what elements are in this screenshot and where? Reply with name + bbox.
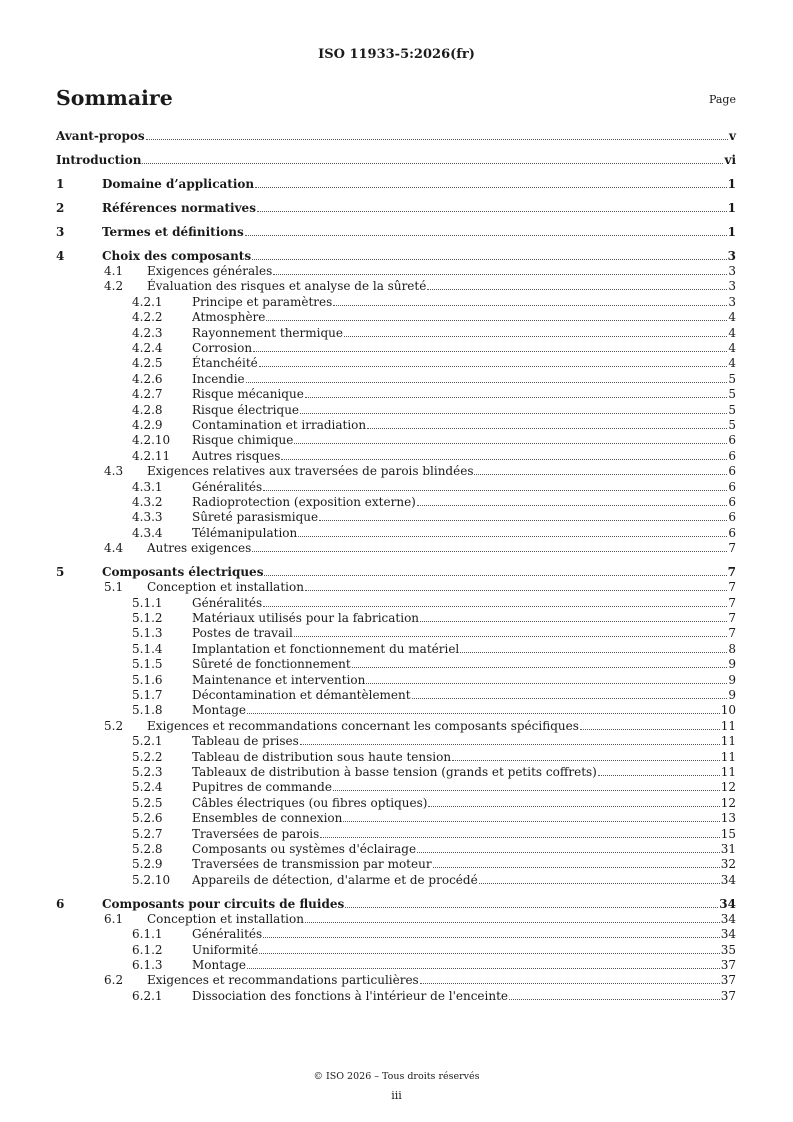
toc-entry[interactable] [56, 596, 736, 611]
dot-leader [417, 852, 720, 853]
toc-entry[interactable] [56, 129, 736, 144]
toc-entry[interactable] [56, 657, 736, 672]
toc-entry-number: 6.1 [104, 912, 124, 926]
dot-leader [300, 744, 720, 745]
toc-entry-page: 7 [728, 580, 736, 594]
toc-entry-label: Sûreté parasismique [192, 510, 319, 524]
dot-leader [479, 883, 720, 884]
toc-entry[interactable] [56, 765, 736, 780]
dot-leader [253, 351, 727, 352]
toc-entry-number: 4.4 [104, 541, 124, 555]
toc-entry[interactable] [56, 989, 736, 1004]
toc-entry-label: Références normatives [102, 201, 256, 215]
toc-entry-number: 5.2.2 [132, 750, 163, 764]
toc-entry-number: 5.1.4 [132, 642, 163, 656]
toc-entry[interactable] [56, 827, 736, 842]
page-column-label: Page [708, 93, 736, 106]
dot-leader [412, 698, 728, 699]
toc-entry-page: 3 [728, 279, 736, 293]
toc-entry-page: 5 [728, 403, 736, 417]
dot-leader [247, 968, 720, 969]
toc-entry-number: 5.1.6 [132, 673, 163, 687]
dot-leader [580, 729, 720, 730]
toc-entry-number: 5.2.8 [132, 842, 163, 856]
toc-entry-label: Traversées de parois [192, 827, 320, 841]
toc-entry-page: 3 [727, 249, 736, 263]
toc-entry-page: 4 [728, 326, 736, 340]
toc-entry-label: Décontamination et démantèlement [192, 688, 411, 702]
toc-entry-label: Étanchéité [192, 356, 258, 370]
toc-entry[interactable] [56, 811, 736, 826]
toc-entry[interactable] [56, 580, 736, 595]
toc-entry[interactable] [56, 719, 736, 734]
toc-entry-page: 5 [728, 418, 736, 432]
toc-entry-label: Postes de travail [192, 626, 293, 640]
toc-entry[interactable] [56, 177, 736, 192]
toc-entry-page: 3 [728, 264, 736, 278]
toc-entry-number: 1 [56, 177, 65, 191]
dot-leader [333, 790, 720, 791]
toc-entry[interactable] [56, 912, 736, 927]
dot-leader [298, 536, 727, 537]
toc-entry-number: 6.2.1 [132, 989, 163, 1003]
toc-entry-label: Généralités [192, 480, 263, 494]
toc-entry[interactable] [56, 873, 736, 888]
toc-entry-label: Conception et installation [147, 912, 304, 926]
dot-leader [266, 320, 727, 321]
toc-entry-page: 1 [727, 201, 736, 215]
dot-leader [245, 235, 727, 236]
toc-entry[interactable] [56, 541, 736, 556]
toc-entry-number: 5.2.9 [132, 857, 163, 871]
footer-copyright: © ISO 2026 – Tous droits réservés [313, 1071, 480, 1082]
toc-entry-number: 4.2.6 [132, 372, 163, 386]
toc-entry[interactable] [56, 480, 736, 495]
toc-entry-label: Montage [192, 703, 246, 717]
dot-leader [320, 837, 719, 838]
toc-entry[interactable] [56, 958, 736, 973]
toc-entry-page: 32 [720, 857, 736, 871]
dot-leader [146, 139, 728, 140]
toc-entry-page: 37 [720, 973, 736, 987]
toc-entry-number: 5.2.10 [132, 873, 171, 887]
toc-entry[interactable] [56, 842, 736, 857]
dot-leader [420, 621, 727, 622]
toc-entry-page: 6 [728, 433, 736, 447]
toc-entry[interactable] [56, 626, 736, 641]
toc-entry[interactable] [56, 326, 736, 341]
toc-entry-page: 4 [728, 356, 736, 370]
toc-entry-number: 5.1.3 [132, 626, 163, 640]
toc-entry-label: Exigences relatives aux traversées de parois blindées [147, 464, 474, 478]
toc-entry-page: 35 [720, 943, 736, 957]
toc-entry[interactable] [56, 897, 736, 912]
toc-entry[interactable] [56, 201, 736, 216]
toc-entry[interactable] [56, 356, 736, 371]
document-id: ISO 11933-5:2026(fr) [318, 47, 475, 62]
toc-entry-label: Évaluation des risques et analyse de la sûreté [147, 279, 427, 293]
toc-entry[interactable] [56, 310, 736, 325]
toc-entry-label: Uniformité [192, 943, 259, 957]
toc-entry-number: 4 [56, 249, 65, 263]
toc-entry[interactable] [56, 673, 736, 688]
toc-entry-page: 9 [728, 657, 736, 671]
toc-entry-label: Termes et définitions [102, 225, 244, 239]
toc-entry-page: 11 [720, 734, 736, 748]
toc-entry-page: 7 [728, 626, 736, 640]
toc-entry-page: 34 [720, 927, 736, 941]
toc-entry-page: 12 [720, 796, 736, 810]
toc-entry-label: Exigences générales [147, 264, 273, 278]
dot-leader [367, 428, 727, 429]
toc-entry-number: 5.1.8 [132, 703, 163, 717]
toc-entry[interactable] [56, 796, 736, 811]
toc-entry-label: Risque mécanique [192, 387, 304, 401]
toc-entry-page: 6 [728, 526, 736, 540]
dot-leader [509, 999, 720, 1000]
toc-entry-number: 6.2 [104, 973, 124, 987]
toc-entry-page: v [729, 129, 736, 143]
toc-entry[interactable] [56, 387, 736, 402]
toc-entry-number: 4.2.11 [132, 449, 171, 463]
toc-entry-label: Rayonnement thermique [192, 326, 343, 340]
toc-entry-label: Atmosphère [192, 310, 266, 324]
toc-entry-label: Avant-propos [56, 129, 145, 143]
toc-entry-label: Principe et paramètres [192, 295, 333, 309]
dot-leader [263, 937, 720, 938]
dot-leader [252, 551, 727, 552]
dot-leader [255, 187, 727, 188]
toc-entry-number: 4.3.2 [132, 495, 163, 509]
dot-leader [452, 760, 720, 761]
toc-entry-label: Autres exigences [147, 541, 252, 555]
toc-entry-page: 4 [728, 310, 736, 324]
toc-entry-page: 4 [728, 341, 736, 355]
dot-leader [427, 289, 727, 290]
toc-entry-page: 31 [720, 842, 736, 856]
toc-entry-label: Risque électrique [192, 403, 300, 417]
toc-entry-number: 4.2.9 [132, 418, 163, 432]
toc-entry-page: 10 [720, 703, 736, 717]
dot-leader [598, 775, 720, 776]
toc-entry[interactable] [56, 418, 736, 433]
toc-entry-page: 1 [727, 225, 736, 239]
toc-entry[interactable] [56, 264, 736, 279]
toc-entry[interactable] [56, 565, 736, 580]
toc-entry-label: Implantation et fonctionnement du matériel [192, 642, 460, 656]
toc-entry[interactable] [56, 495, 736, 510]
toc-entry[interactable] [56, 372, 736, 387]
dot-leader [333, 305, 727, 306]
toc-entry-page: 6 [728, 495, 736, 509]
dot-leader [343, 821, 719, 822]
toc-entry-label: Composants électriques [102, 565, 264, 579]
toc-entry-number: 5.2.7 [132, 827, 163, 841]
footer-page-number: iii [391, 1089, 402, 1102]
toc-entry-number: 5.1 [104, 580, 124, 594]
toc-entry-number: 5 [56, 565, 65, 579]
toc-entry-page: 7 [728, 596, 736, 610]
toc-entry[interactable] [56, 449, 736, 464]
toc-entry-label: Ensembles de connexion [192, 811, 343, 825]
toc-entry-page: 11 [720, 750, 736, 764]
toc-entry-label: Maintenance et intervention [192, 673, 366, 687]
toc-entry-label: Radioprotection (exposition externe) [192, 495, 416, 509]
toc-entry[interactable] [56, 526, 736, 541]
toc-entry-label: Domaine d’application [102, 177, 255, 191]
dot-leader [257, 211, 727, 212]
toc-entry-page: 11 [720, 719, 736, 733]
dot-leader [433, 867, 720, 868]
toc-entry-number: 5.2.1 [132, 734, 163, 748]
toc-entry-label: Câbles électriques (ou fibres optiques) [192, 796, 428, 810]
toc-entry-number: 5.1.5 [132, 657, 163, 671]
toc-entry[interactable] [56, 750, 736, 765]
toc-entry[interactable] [56, 734, 736, 749]
dot-leader [305, 590, 727, 591]
dot-leader [428, 806, 719, 807]
toc-entry-number: 4.3.4 [132, 526, 163, 540]
toc-entry-page: 5 [728, 372, 736, 386]
toc-entry-page: 1 [727, 177, 736, 191]
toc-entry-label: Sûreté de fonctionnement [192, 657, 351, 671]
toc-entry-number: 2 [56, 201, 65, 215]
dot-leader [263, 606, 727, 607]
toc-entry[interactable] [56, 703, 736, 718]
toc-entry-page: vi [724, 153, 736, 167]
toc-entry-page: 7 [727, 565, 736, 579]
toc-entry-label: Autres risques [192, 449, 281, 463]
toc-entry-label: Dissociation des fonctions à l'intérieur de l'enceinte [192, 989, 509, 1003]
toc-entry-page: 37 [720, 958, 736, 972]
dot-leader [263, 490, 727, 491]
toc-entry-page: 6 [728, 480, 736, 494]
toc-entry-number: 5.2 [104, 719, 124, 733]
toc-entry-label: Généralités [192, 927, 263, 941]
toc-entry-number: 4.2.3 [132, 326, 163, 340]
toc-entry-label: Tableaux de distribution à basse tension (grands et petits coffrets) [192, 765, 597, 779]
toc-entry-page: 34 [720, 912, 736, 926]
toc-entry[interactable] [56, 510, 736, 525]
toc-entry-number: 4.2 [104, 279, 124, 293]
dot-leader [300, 413, 727, 414]
toc-entry-number: 4.2.7 [132, 387, 163, 401]
toc-entry-label: Exigences et recommandations particulières [147, 973, 419, 987]
toc-entry-label: Conception et installation [147, 580, 304, 594]
dot-leader [345, 907, 718, 908]
dot-leader [246, 382, 728, 383]
dot-leader [474, 474, 727, 475]
toc-entry-label: Composants ou systèmes d'éclairage [192, 842, 417, 856]
toc-entry-label: Introduction [56, 153, 142, 167]
toc-entry-label: Pupitres de commande [192, 780, 332, 794]
toc-entry-number: 4.2.2 [132, 310, 163, 324]
toc-entry[interactable] [56, 295, 736, 310]
toc-entry-number: 6.1.2 [132, 943, 163, 957]
toc-entry-label: Exigences et recommandations concernant les composants spécifiques [147, 719, 579, 733]
toc-entry[interactable] [56, 341, 736, 356]
toc-entry-label: Composants pour circuits de fluides [102, 897, 345, 911]
toc-entry-number: 5.1.1 [132, 596, 163, 610]
dot-leader [366, 683, 727, 684]
dot-leader [294, 636, 728, 637]
dot-leader [305, 397, 728, 398]
toc-entry[interactable] [56, 857, 736, 872]
toc-title: Sommaire [56, 86, 173, 110]
toc-entry-number: 4.2.5 [132, 356, 163, 370]
toc-entry-page: 3 [728, 295, 736, 309]
toc-entry-page: 13 [720, 811, 736, 825]
toc-entry-label: Appareils de détection, d'alarme et de procédé [192, 873, 478, 887]
toc-entry-number: 4.2.10 [132, 433, 171, 447]
toc-entry-number: 4.3 [104, 464, 124, 478]
toc-entry-number: 5.2.6 [132, 811, 163, 825]
toc-entry[interactable] [56, 403, 736, 418]
toc-entry[interactable] [56, 464, 736, 479]
toc-entry-number: 4.2.1 [132, 295, 163, 309]
toc-entry-label: Tableau de distribution sous haute tension [192, 750, 452, 764]
toc-entry-label: Risque chimique [192, 433, 294, 447]
dot-leader [252, 259, 727, 260]
toc-entry-number: 6 [56, 897, 65, 911]
toc-entry-page: 6 [728, 449, 736, 463]
toc-entry-number: 6.1.1 [132, 927, 163, 941]
toc-entry-label: Généralités [192, 596, 263, 610]
toc-entry-label: Télémanipulation [192, 526, 298, 540]
toc-entry-page: 11 [720, 765, 736, 779]
toc-entry-page: 37 [720, 989, 736, 1003]
toc-entry-label: Tableau de prises [192, 734, 299, 748]
toc-entry-label: Incendie [192, 372, 245, 386]
toc-entry-page: 34 [720, 873, 736, 887]
toc-entry-number: 4.3.3 [132, 510, 163, 524]
toc-entry[interactable] [56, 688, 736, 703]
toc-entry[interactable] [56, 611, 736, 626]
toc-entry-number: 5.1.7 [132, 688, 163, 702]
dot-leader [281, 459, 727, 460]
toc-entry-number: 4.3.1 [132, 480, 163, 494]
toc-entry-number: 5.2.4 [132, 780, 163, 794]
toc-entry-page: 7 [728, 541, 736, 555]
dot-leader [344, 336, 727, 337]
dot-leader [460, 652, 727, 653]
toc-entry[interactable] [56, 279, 736, 294]
dot-leader [142, 163, 723, 164]
toc-entry[interactable] [56, 973, 736, 988]
toc-entry-page: 15 [720, 827, 736, 841]
toc-entry-number: 4.2.4 [132, 341, 163, 355]
toc-entry-label: Contamination et irradiation [192, 418, 367, 432]
toc-entry-number: 5.1.2 [132, 611, 163, 625]
dot-leader [420, 983, 720, 984]
toc-entry-label: Matériaux utilisés pour la fabrication [192, 611, 420, 625]
dot-leader [352, 667, 728, 668]
toc-entry-page: 34 [719, 897, 736, 911]
toc-entry[interactable] [56, 642, 736, 657]
toc-entry-label: Corrosion [192, 341, 253, 355]
dot-leader [259, 953, 719, 954]
toc-entry-page: 9 [728, 673, 736, 687]
toc-entry[interactable] [56, 927, 736, 942]
toc-entry-number: 3 [56, 225, 65, 239]
toc-entry-number: 5.2.5 [132, 796, 163, 810]
toc-entry[interactable] [56, 225, 736, 240]
dot-leader [319, 520, 727, 521]
dot-leader [273, 274, 727, 275]
dot-leader [247, 713, 720, 714]
dot-leader [259, 366, 728, 367]
dot-leader [305, 922, 720, 923]
toc-entry-page: 12 [720, 780, 736, 794]
toc-entry-label: Choix des composants [102, 249, 252, 263]
toc-entry-label: Traversées de transmission par moteur [192, 857, 432, 871]
toc-entry-page: 7 [728, 611, 736, 625]
toc-entry-number: 5.2.3 [132, 765, 163, 779]
toc-entry-number: 4.2.8 [132, 403, 163, 417]
toc-entry[interactable] [56, 249, 736, 264]
toc-entry[interactable] [56, 780, 736, 795]
toc-entry[interactable] [56, 153, 736, 168]
toc-entry-number: 6.1.3 [132, 958, 163, 972]
toc-entry-page: 5 [728, 387, 736, 401]
toc-entry-number: 4.1 [104, 264, 124, 278]
dot-leader [264, 575, 726, 576]
toc-entry-page: 8 [728, 642, 736, 656]
toc-entry[interactable] [56, 433, 736, 448]
dot-leader [294, 443, 727, 444]
toc-entry-page: 6 [728, 510, 736, 524]
dot-leader [417, 505, 728, 506]
toc-entry-page: 6 [728, 464, 736, 478]
toc-entry[interactable] [56, 943, 736, 958]
toc-entry-page: 9 [728, 688, 736, 702]
toc-entry-label: Montage [192, 958, 246, 972]
